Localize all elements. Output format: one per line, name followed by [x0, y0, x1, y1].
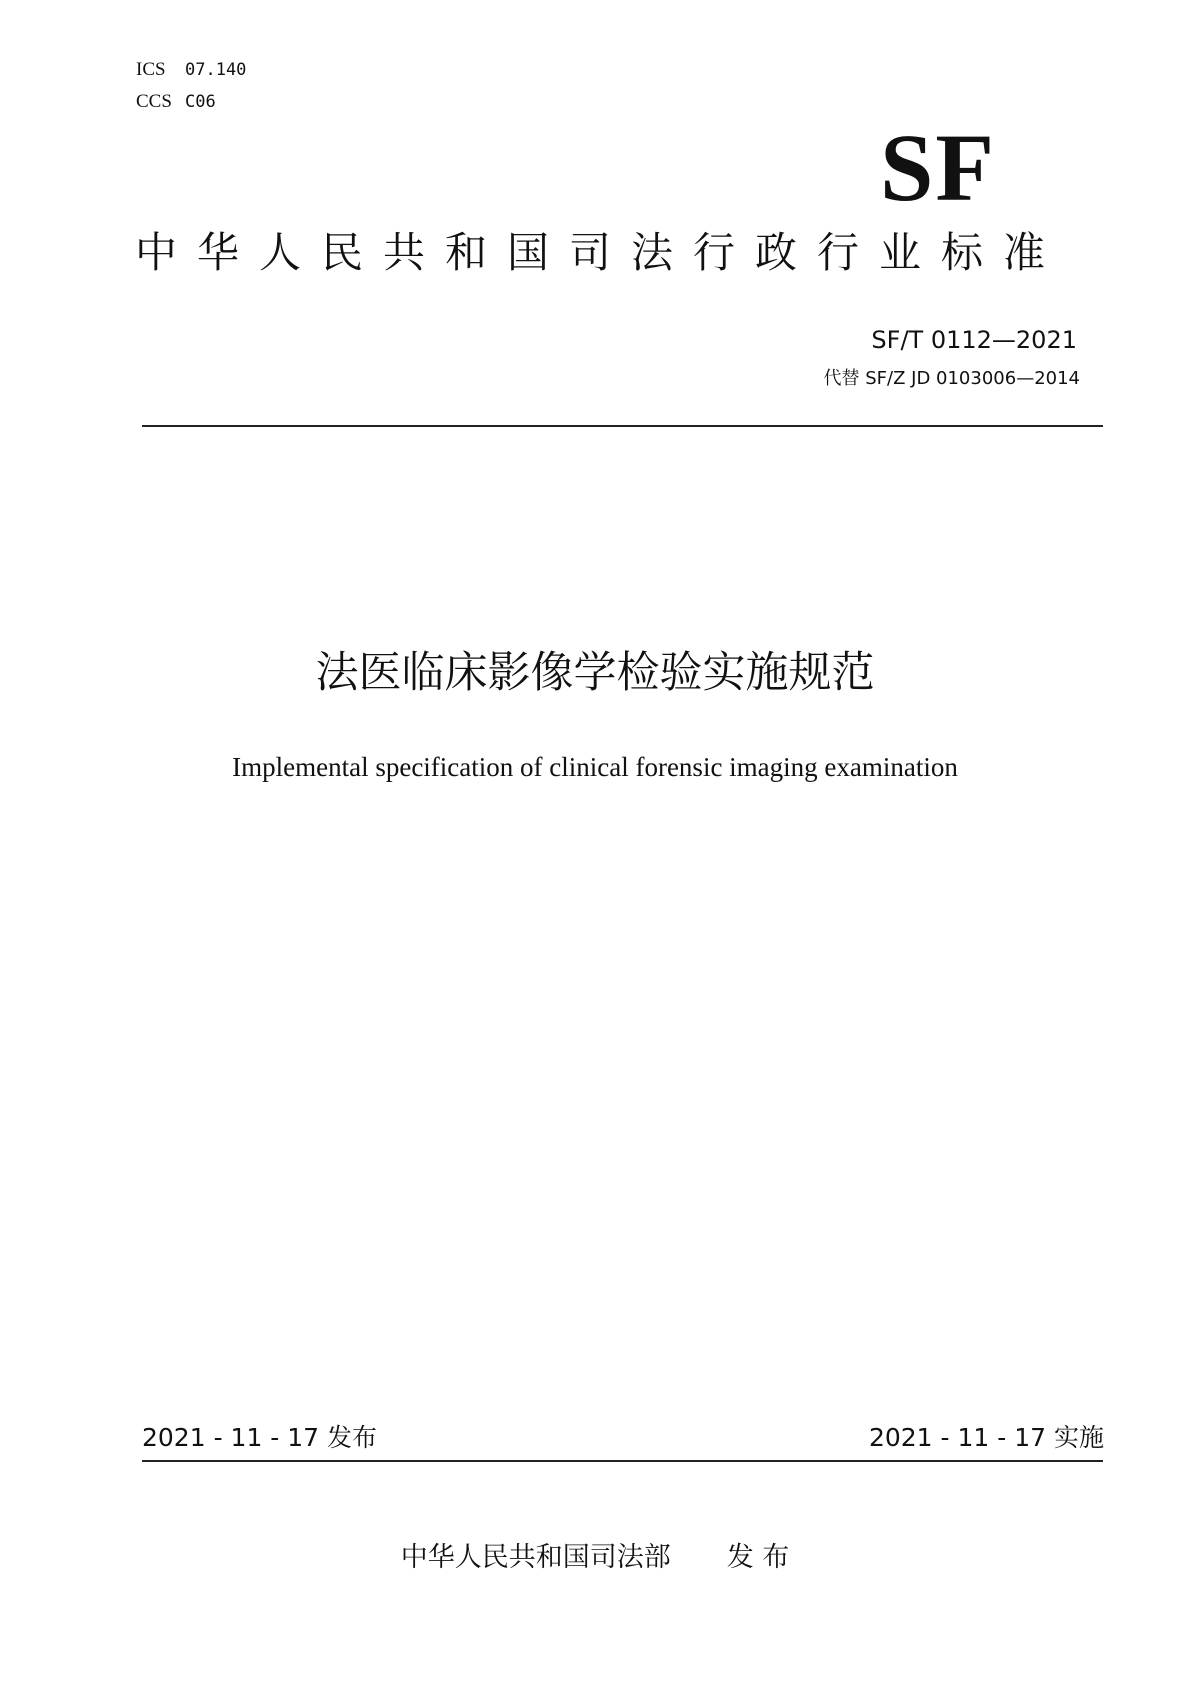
top-divider [142, 425, 1103, 427]
ccs-value: C06 [185, 92, 216, 112]
ccs-label: CCS [136, 91, 172, 112]
implement-date: 2021 - 11 - 17 实施 [868, 1423, 1104, 1452]
issue-word: 发 布 [726, 1542, 790, 1573]
title-english: Implemental specification of clinical forensic imaging examination [232, 752, 958, 782]
issue-date: 2021 - 11 - 17 发布 [142, 1423, 378, 1452]
sf-logo: SF [880, 114, 997, 221]
issuer-name: 中华人民共和国司法部 [400, 1542, 671, 1573]
title-chinese: 法医临床影像学检验实施规范 [315, 648, 875, 698]
ccs-row [136, 90, 216, 113]
issuer-line [0, 1535, 1190, 1574]
ics-label: ICS [136, 59, 166, 80]
standard-number: SF/T 0112—2021 [871, 326, 1077, 354]
standard-type-heading: 中华人民共和国司法行政行业标准 [135, 228, 1066, 277]
replaces-standard: 代替 SF/Z JD 0103006—2014 [823, 368, 1080, 389]
bottom-divider [142, 1460, 1103, 1462]
ics-row [136, 58, 246, 81]
ics-value: 07.140 [185, 60, 247, 80]
